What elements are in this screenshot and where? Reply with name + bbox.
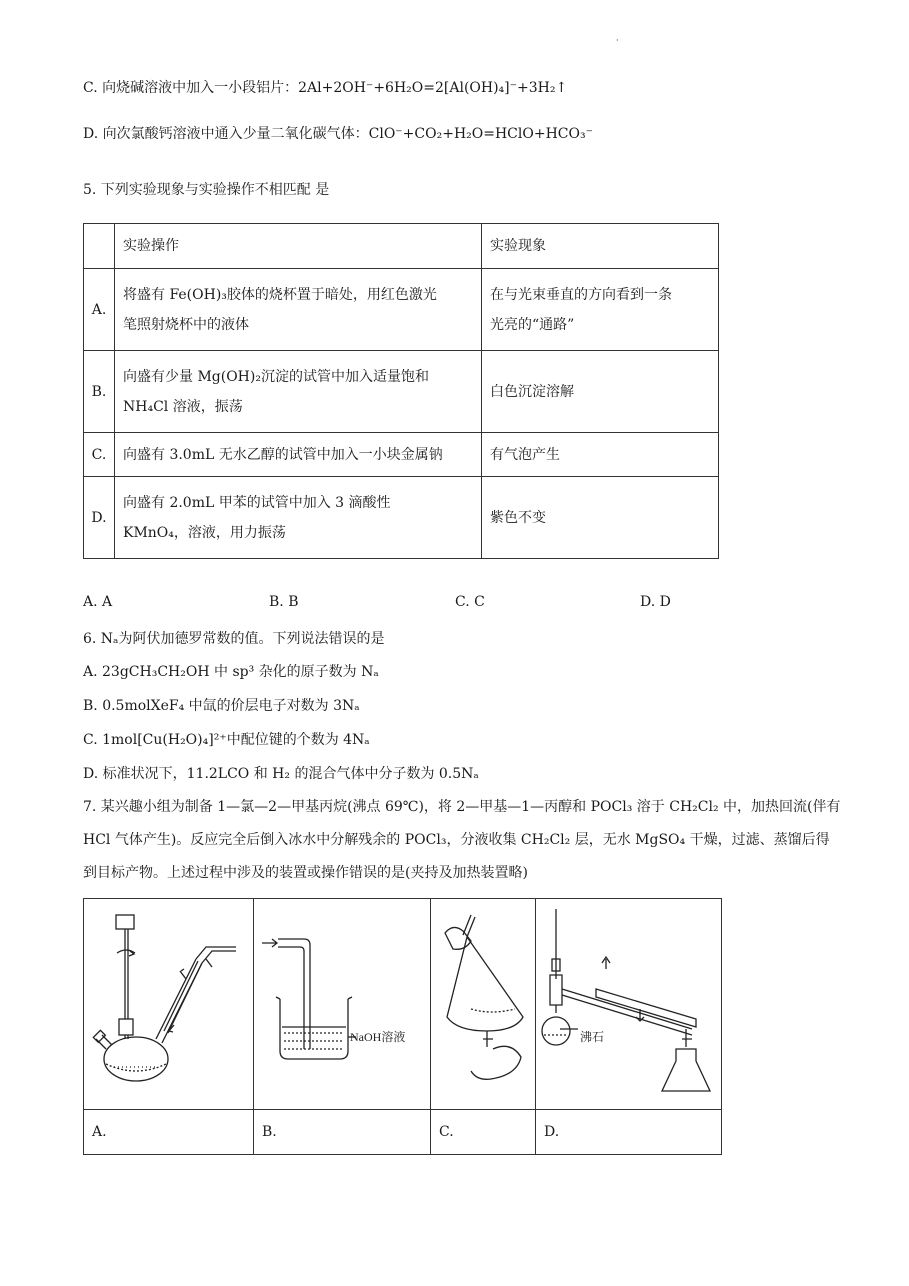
apparatus-b-cell xyxy=(254,899,431,1110)
table-row xyxy=(84,269,719,351)
operation-line: 向盛有少量 Mg(OH)₂沉淀的试管中加入适量饱和 xyxy=(123,368,429,385)
operation-cell xyxy=(115,269,482,351)
q5-choices xyxy=(83,594,723,614)
apparatus-d-cell xyxy=(536,899,722,1110)
apparatus-a-cell xyxy=(84,899,254,1110)
stray-dot: · xyxy=(616,36,619,45)
phenomenon-line: 在与光束垂直的方向看到一条 xyxy=(490,286,672,303)
reflux-apparatus-diagram xyxy=(84,899,253,1109)
q5-table xyxy=(83,223,719,559)
separatory-funnel-diagram xyxy=(431,899,535,1109)
operation-cell xyxy=(115,477,482,559)
row-label: A. xyxy=(84,269,115,351)
q4-option-d: D. 向次氯酸钙溶液中通入少量二氧化碳气体：ClO⁻+CO₂+H₂O=HClO+HCO₃⁻ xyxy=(83,126,593,142)
q4-option-c: C. 向烧碱溶液中加入一小段铝片：2Al+2OH⁻+6H₂O=2[Al(OH)₄]⁻+3H₂↑ xyxy=(83,80,568,96)
table-row xyxy=(84,433,719,477)
apparatus-label-a[interactable]: A. xyxy=(84,1110,254,1155)
table-row xyxy=(84,351,719,433)
apparatus-c-cell xyxy=(431,899,536,1110)
choice-d[interactable]: D. D xyxy=(640,594,671,610)
q6-option-b[interactable]: B. 0.5molXeF₄ 中氙的价层电子对数为 3Nₐ xyxy=(83,698,360,714)
q6-stem: 6. Nₐ为阿伏加德罗常数的值。下列说法错误的是 xyxy=(83,631,385,647)
row-label: B. xyxy=(84,351,115,433)
operation-cell xyxy=(115,351,482,433)
choice-a[interactable]: A. A xyxy=(83,594,113,610)
q7-apparatus-table xyxy=(83,898,722,1155)
phenomenon-cell: 紫色不变 xyxy=(482,477,719,559)
table-row xyxy=(84,477,719,559)
table-header-row xyxy=(84,224,719,269)
apparatus-label-c[interactable]: C. xyxy=(431,1110,536,1155)
apparatus-label-d[interactable]: D. xyxy=(536,1110,722,1155)
q6-option-c[interactable]: C. 1mol[Cu(H₂O)₄]²⁺中配位键的个数为 4Nₐ xyxy=(83,732,370,748)
apparatus-row xyxy=(84,899,722,1110)
header-cell-blank xyxy=(84,224,115,269)
operation-line: 将盛有 Fe(OH)₃胶体的烧杯置于暗处，用红色激光 xyxy=(123,286,437,303)
apparatus-label-row xyxy=(84,1110,722,1155)
gas-absorption-diagram xyxy=(254,899,430,1109)
operation-line: 笔照射烧杯中的液体 xyxy=(123,316,249,333)
phenomenon-line: 光亮的“通路” xyxy=(490,316,575,333)
naoh-label: NaOH溶液 xyxy=(350,1030,406,1044)
choice-b[interactable]: B. B xyxy=(269,594,299,610)
phenomenon-cell: 有气泡产生 xyxy=(482,433,719,477)
header-cell-operation: 实验操作 xyxy=(115,224,482,269)
header-cell-phenomenon: 实验现象 xyxy=(482,224,719,269)
q6-option-a[interactable]: A. 23gCH₃CH₂OH 中 sp³ 杂化的原子数为 Nₐ xyxy=(83,664,379,680)
row-label: D. xyxy=(84,477,115,559)
choice-c[interactable]: C. C xyxy=(455,594,485,610)
q6-option-d[interactable]: D. 标准状况下，11.2LCO 和 H₂ 的混合气体中分子数为 0.5Nₐ xyxy=(83,766,479,782)
row-label: C. xyxy=(84,433,115,477)
q5-stem: 5. 下列实验现象与实验操作不相匹配 是 xyxy=(83,182,330,198)
operation-line: NH₄Cl 溶液，振荡 xyxy=(123,398,243,415)
boiling-chip-label: 沸石 xyxy=(580,1030,605,1044)
distillation-apparatus-diagram xyxy=(536,899,721,1109)
phenomenon-cell: 白色沉淀溶解 xyxy=(482,351,719,433)
q7-stem: 7. 某兴趣小组为制备 1—氯—2—甲基丙烷(沸点 69℃)，将 2—甲基—1—丙醇和 POCl₃ 溶于 CH₂Cl₂ 中，加热回流(伴有 HCl 气体产生)。反应完全后倒入冰水中分解残余的 POCl₃，分液收集 CH₂Cl₂ 层，无水 MgSO₄ 干燥，过滤、蒸馏后得到目标产物。上述过程中涉及的装置或操作错误的是(夹持及加热装置略) xyxy=(83,799,841,881)
apparatus-label-b[interactable]: B. xyxy=(254,1110,431,1155)
operation-line: KMnO₄，溶液，用力振荡 xyxy=(123,524,286,541)
phenomenon-cell xyxy=(482,269,719,351)
operation-line: 向盛有 2.0mL 甲苯的试管中加入 3 滴酸性 xyxy=(123,494,391,511)
operation-cell: 向盛有 3.0mL 无水乙醇的试管中加入一小块金属钠 xyxy=(115,433,482,477)
